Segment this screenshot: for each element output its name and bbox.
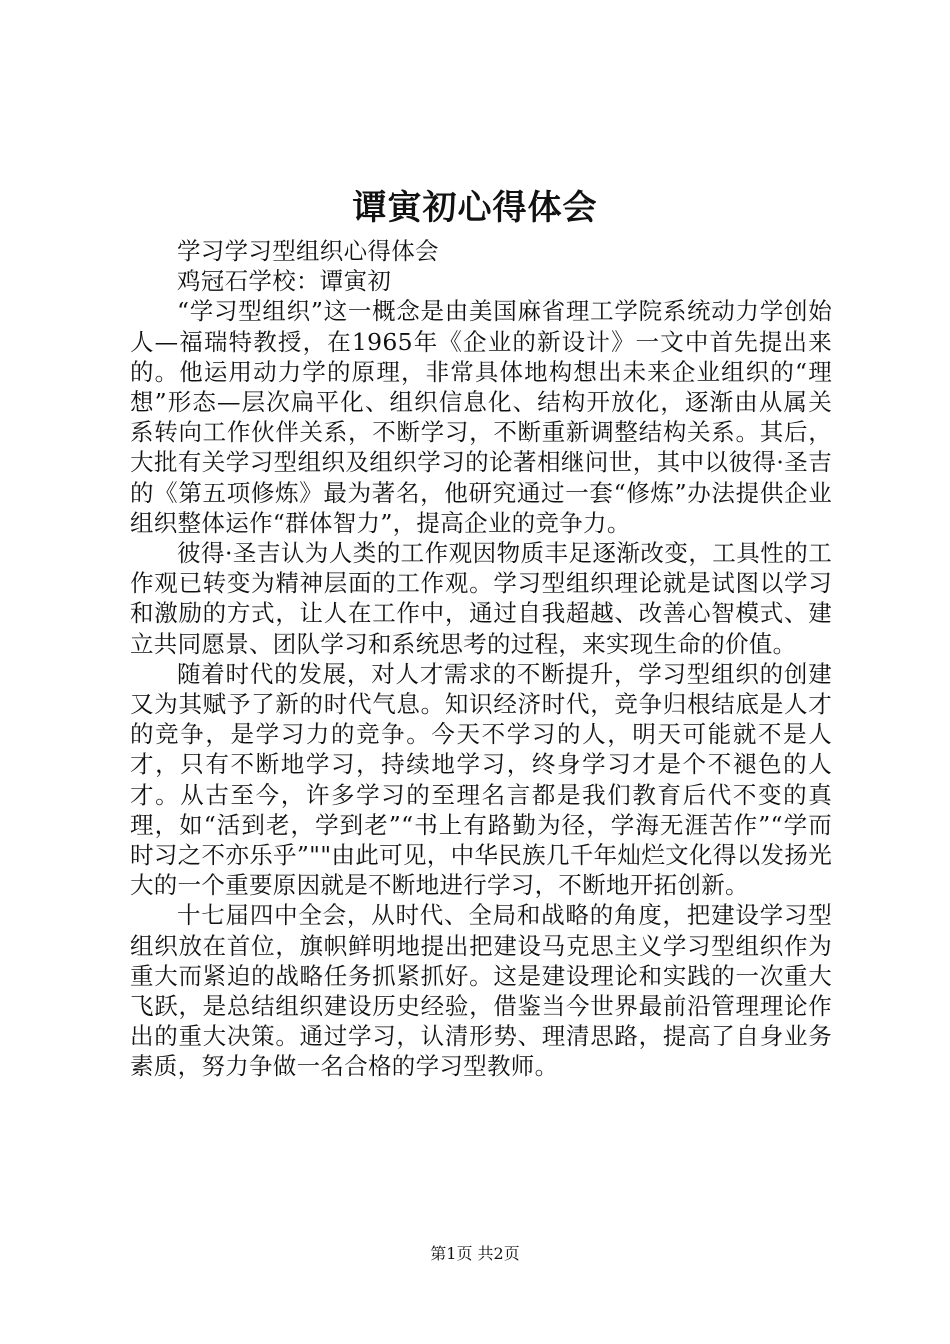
document-body [130, 236, 832, 1082]
subtitle-paragraph: 学习学习型组织心得体会 [177, 237, 439, 265]
body-paragraph-2: 彼得·圣吉认为人类的工作观因物质丰足逐渐改变，工具性的工作观已转变为精神层面的工作观。学习型组织理论就是试图以学习和激励的方式，让人在工作中，通过自我超越、改善心智模式、建立共同愿景、团队学习和系统思考的过程，来实现生命的价值。 [130, 539, 832, 658]
body-paragraph-1: “学习型组织”这一概念是由美国麻省理工学院系统动力学创始人—福瑞特教授，在1965年《企业的新设计》一文中首先提出来的。他运用动力学的原理，非常具体地构想出未来企业组织的“理想”形态—层次扁平化、组织信息化、结构开放化，逐渐由从属关系转向工作伙伴关系，不断学习，不断重新调整结构关系。其后，大批有关学习型组织及组织学习的论著相继问世，其中以彼得·圣吉的《第五项修炼》最为著名，他研究通过一套“修炼”办法提供企业组织整体运作“群体智力”，提高企业的竞争力。 [130, 297, 832, 537]
page-number-footer: 第1页 共2页 [430, 1244, 520, 1263]
body-paragraph-4: 十七届四中全会，从时代、全局和战略的角度，把建设学习型组织放在首位，旗帜鲜明地提出把建设马克思主义学习型组织作为重大而紧迫的战略任务抓紧抓好。这是建设理论和实践的一次重大飞跃，是总结组织建设历史经验，借鉴当今世界最前沿管理理论作出的重大决策。通过学习，认清形势、理清思路，提高了自身业务素质，努力争做一名合格的学习型教师。 [130, 901, 832, 1081]
document-title: 谭寅初心得体会 [352, 188, 598, 228]
author-paragraph: 鸡冠石学校：谭寅初 [177, 267, 392, 296]
body-paragraph-3: 随着时代的发展，对人才需求的不断提升，学习型组织的创建又为其赋予了新的时代气息。知识经济时代，竞争归根结底是人才的竞争，是学习力的竞争。今天不学习的人，明天可能就不是人才，只有不断地学习，持续地学习，终身学习才是个不褪色的人才。从古至今，许多学习的至理名言都是我们教育后代不变的真理，如“活到老，学到老”“书上有路勤为径，学海无涯苦作”“学而时习之不亦乐乎”""由此可见，中华民族几千年灿烂文化得以发扬光大的一个重要原因就是不断地进行学习，不断地开拓创新。 [130, 659, 832, 900]
